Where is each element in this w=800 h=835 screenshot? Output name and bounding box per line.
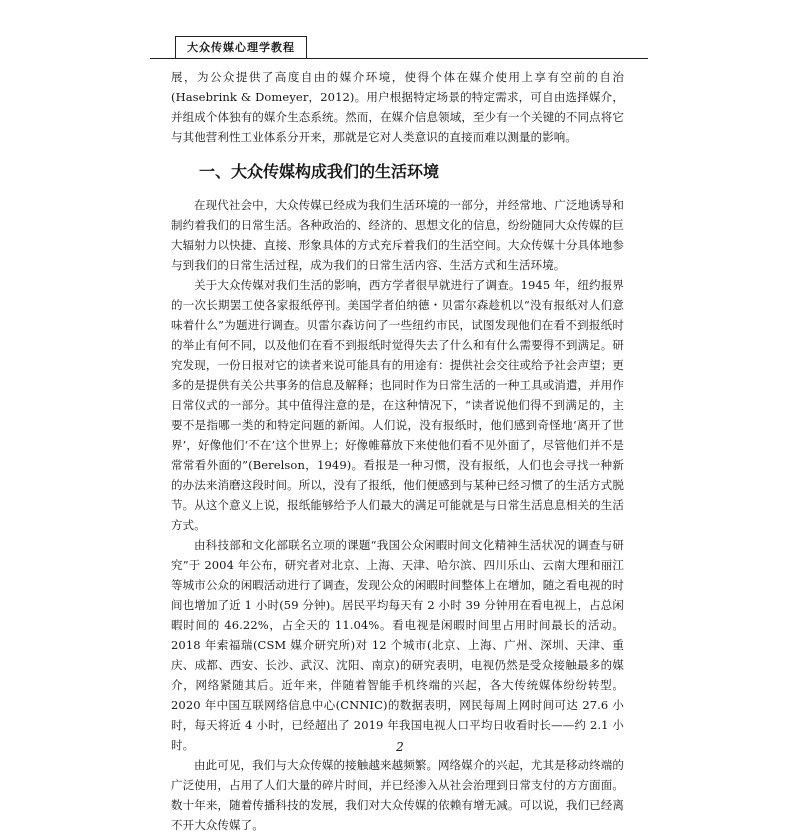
page-body (171, 67, 624, 835)
paragraph-continued: 展，为公众提供了高度自由的媒介环境，使得个体在媒介使用上享有空前的自治(Hasebrink & Domeyer，2012)。用户根据特定场景的特定需求，可自由选择媒介，并组成个体独有的媒介生态系统。然而，在媒介信息领域，至少有一个关键的不同点将它与其他营利性工业体系分开来，那就是它对人类意识的直接而难以测量的影响。 (171, 70, 624, 144)
paragraph-2: 关于大众传媒对我们生活的影响，西方学者很早就进行了调查。1945 年，纽约报界的一次长期罢工使各家报纸停刊。美国学者伯纳德・贝雷尔森趁机以“没有报纸对人们意味着什么”为题进行调查。贝雷尔森访问了一些纽约市民，试图发现他们在看不到报纸时的举止有何不同，以及他们在看不到报纸时觉得失去了什么和有什么需要得不到满足。研究发现，一份日报对它的读者来说可能具有的用途有：提供社会交往或给予社会声望；更多的是提供有关公共事务的信息及解释；也同时作为日常生活的一种工具或消遣，并用作日常仪式的一部分。其中值得注意的是，在这种情况下，“读者说他们得不到满足的，主要不是指哪一类的和特定问题的新闻。人们说，没有报纸时，他们感到奇怪地‘离开了世界’，好像他们‘不在’这个世界上；好像帷幕放下来使他们看不见外面了，尽管他们并不是常常看外面的”(Berelson，1949)。看报是一种习惯，没有报纸，人们也会寻找一种新的办法来消磨这段时间。所以，没有了报纸，他们便感到与某种已经习惯了的生活方式脱节。从这个意义上说，报纸能够给予人们最大的满足可能就是与日常生活息息相关的生活方式。 (171, 278, 624, 532)
paragraph-1: 在现代社会中，大众传媒已经成为我们生活环境的一部分，并经常地、广泛地诱导和制约着我们的日常生活。各种政治的、经济的、思想文化的信息，纷纷随同大众传媒的巨大辐射力以快捷、直接、形象具体的方式充斥着我们的生活空间。大众传媒十分具体地参与到我们的日常生活过程，成为我们的日常生活内容、生活方式和生活环境。 (171, 198, 624, 272)
running-header-title: 大众传媒心理学教程 (175, 36, 307, 59)
header-rule (150, 58, 648, 59)
section-heading: 一、大众传媒构成我们的生活环境 (199, 162, 440, 181)
paragraph-4: 由此可见，我们与大众传媒的接触越来越频繁。网络媒介的兴起，尤其是移动终端的广泛使用，占用了人们大量的碎片时间，并已经渗入从社会治理到日常支付的方方面面。数十年来，随着传播科技的发展，我们对大众传媒的依赖有增无减。可以说，我们已经离不开大众传媒了。 (171, 758, 624, 832)
page-number: 2 (396, 740, 404, 754)
paragraph-3: 由科技部和文化部联名立项的课题“我国公众闲暇时间文化精神生活状况的调查与研究”于 2004 年公布，研究者对北京、上海、天津、哈尔滨、四川乐山、云南大理和丽江等城市公众的闲暇活动进行了调查，发现公众的闲暇时间整体上在增加，随之看电视的时间也增加了近 1 小时(59 分钟)。居民平均每天有 2 小时 39 分钟用在看电视上，占总闲暇时间的 46.22%，占全天的 11.04%。看电视是闲暇时间里占用时间最长的活动。2018 年索福瑞(CSM 媒介研究所)对 12 个城市(北京、上海、广州、深圳、天津、重庆、成都、西安、长沙、武汉、沈阳、南京)的研究表明，电视仍然是受众接触最多的媒介，网络紧随其后。近年来，伴随着智能手机终端的兴起，各大传统媒体纷纷转型。2020 年中国互联网络信息中心(CNNIC)的数据表明，网民每周上网时间可达 27.6 小时，每天将近 4 小时，已经超出了 2019 年我国电视人口平均日收看时长——约 2.1 小时。 (171, 538, 624, 752)
